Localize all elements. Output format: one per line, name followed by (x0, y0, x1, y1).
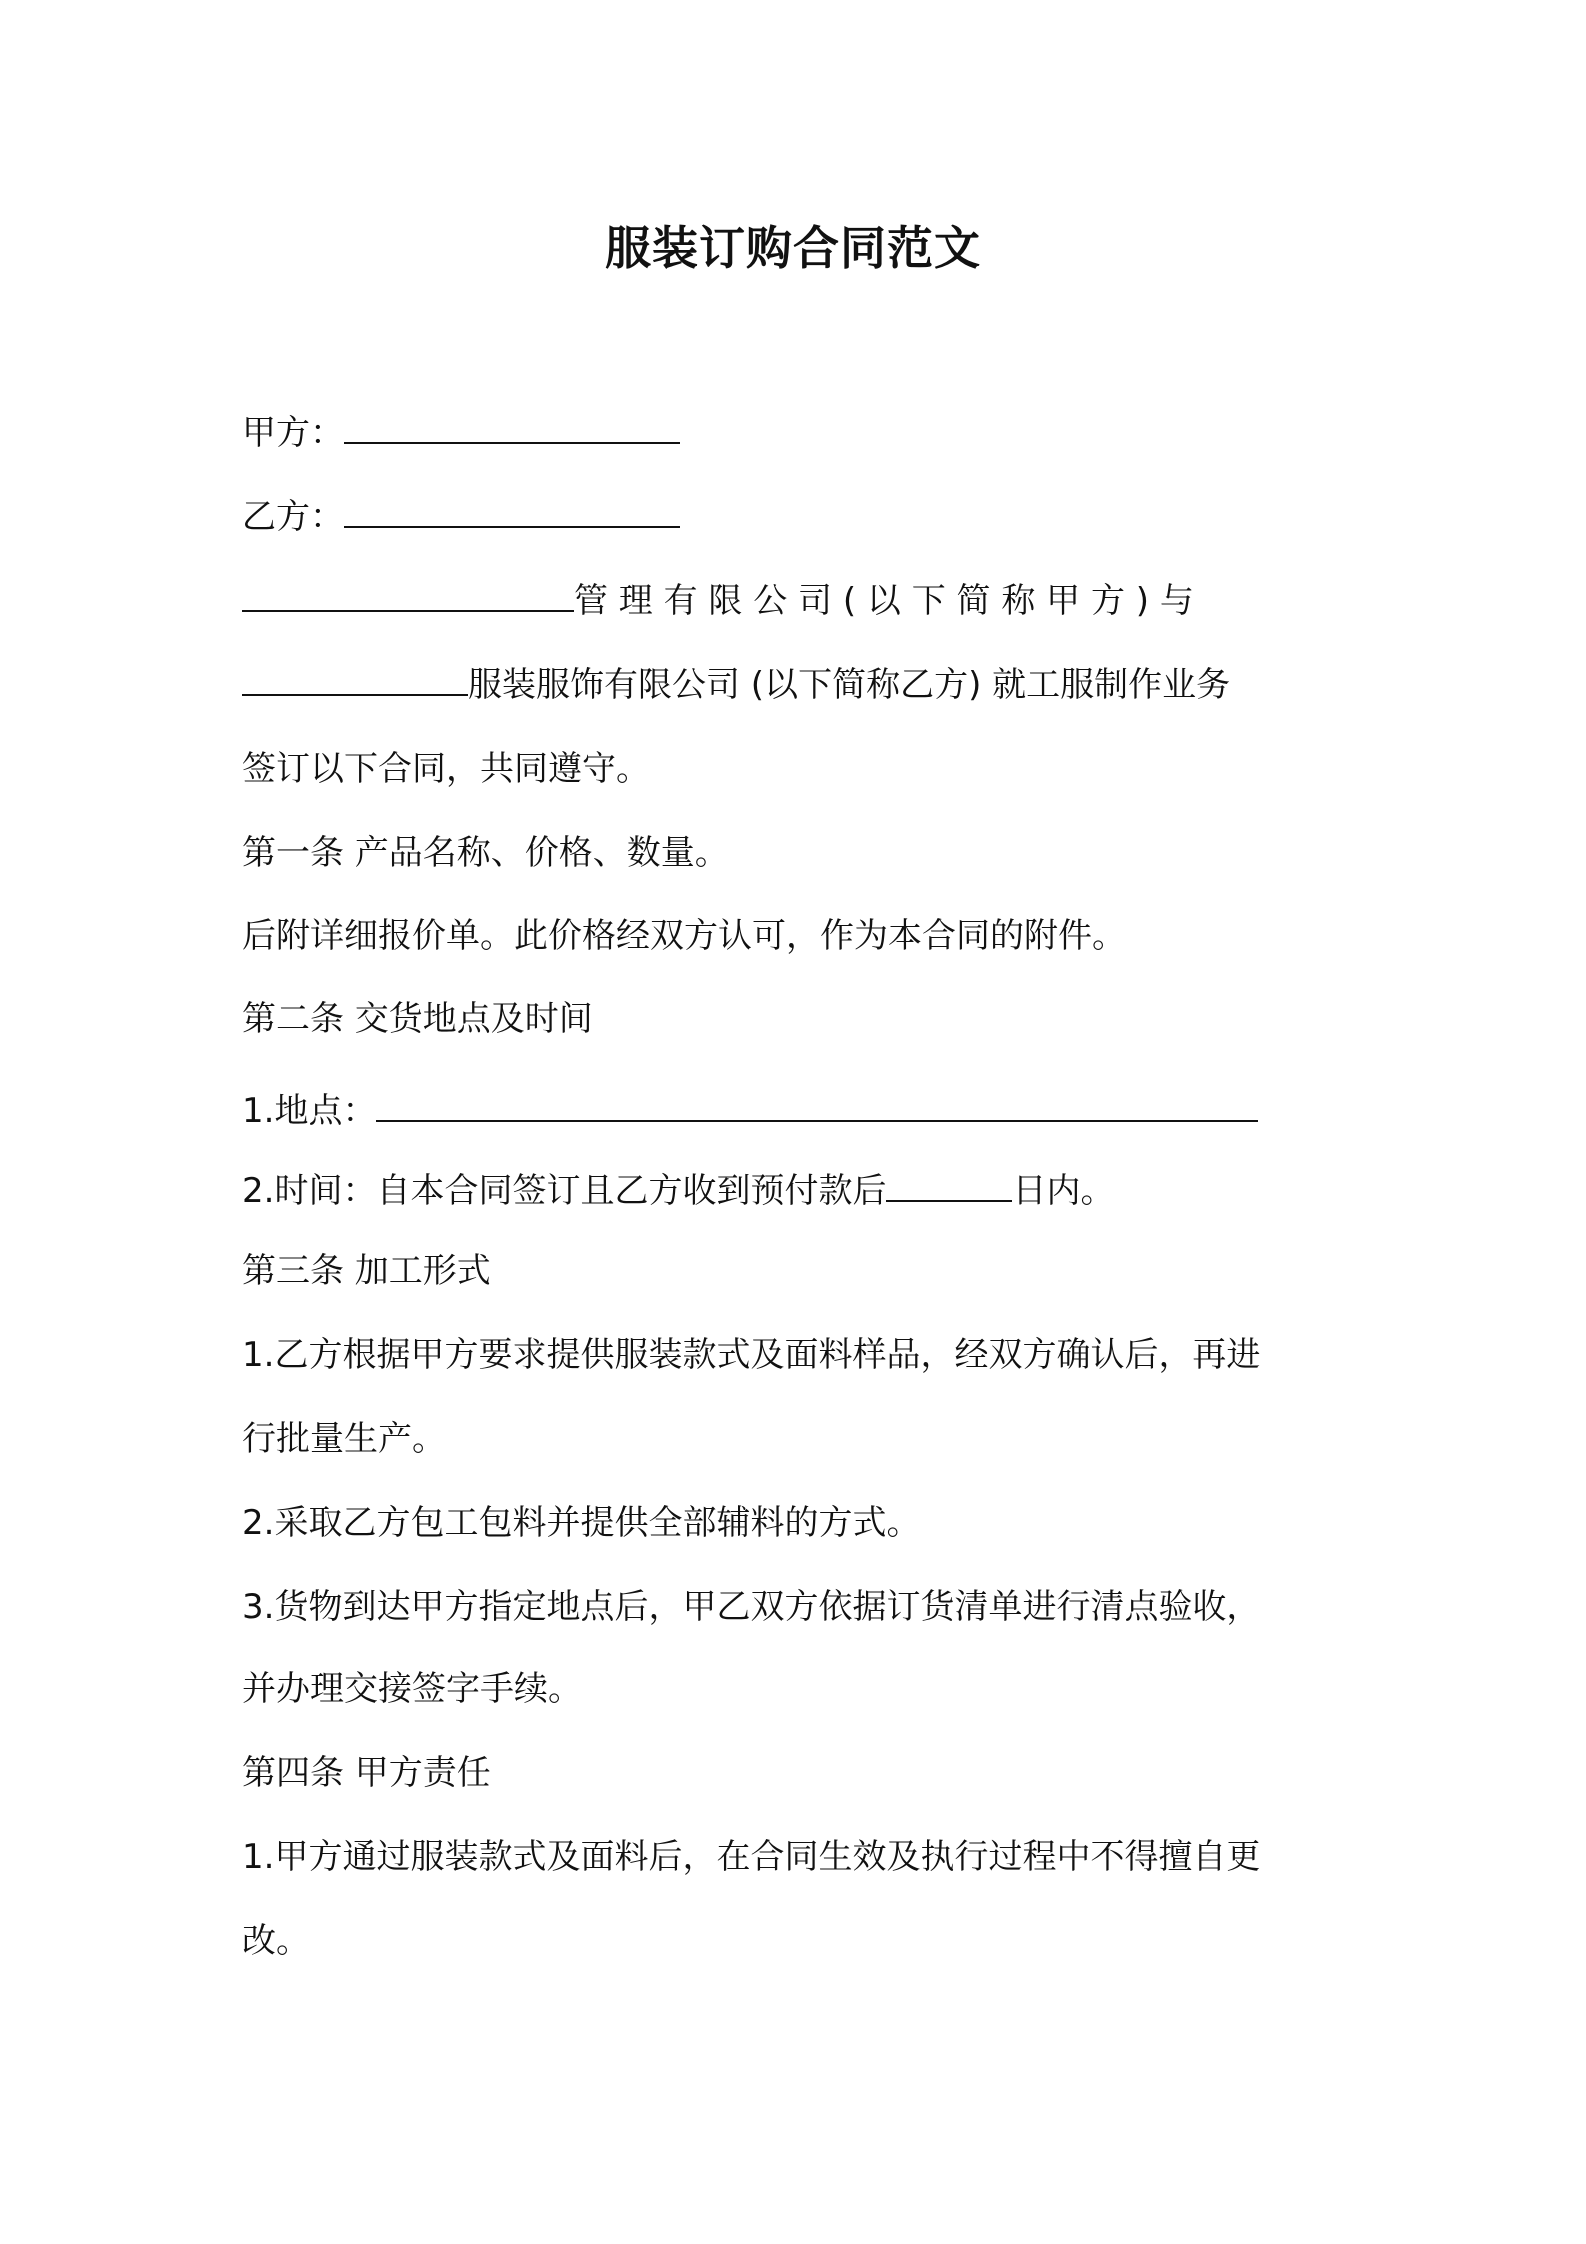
intro-line-1-text: 管 理 有 限 公 司 ( 以 下 简 称 甲 方 ) 与 (574, 581, 1194, 621)
document-title: 服装订购合同范文 (605, 221, 981, 275)
location-blank (376, 1090, 1258, 1122)
article-4-item-1-line-1: 1.甲方通过服装款式及面料后，在合同生效及执行过程中不得擅自更 (242, 1837, 1261, 1877)
party-b-label: 乙方： (242, 497, 344, 537)
article-3-heading: 第三条 加工形式 (242, 1251, 491, 1291)
article-2-item-2 (242, 1170, 1114, 1212)
party-b-blank (344, 496, 680, 528)
article-3-item-1-line-2: 行批量生产。 (242, 1419, 446, 1459)
party-a-label: 甲方： (242, 413, 344, 453)
article-1-text: 后附详细报价单。此价格经双方认可，作为本合同的附件。 (242, 916, 1126, 956)
article-1-heading: 第一条 产品名称、价格、数量。 (242, 833, 729, 873)
days-blank (886, 1170, 1012, 1202)
article-3-item-1-line-1: 1.乙方根据甲方要求提供服装款式及面料样品，经双方确认后，再进 (242, 1335, 1261, 1375)
article-4-heading: 第四条 甲方责任 (242, 1753, 491, 1793)
company-a-blank (242, 580, 574, 612)
article-3-item-3-line-2: 并办理交接签字手续。 (242, 1669, 582, 1709)
article-3-item-2: 2.采取乙方包工包料并提供全部辅料的方式。 (242, 1503, 921, 1543)
article-2-heading: 第二条 交货地点及时间 (242, 999, 593, 1039)
intro-line-3: 签订以下合同，共同遵守。 (242, 749, 650, 789)
intro-line-2 (242, 664, 1230, 706)
company-b-blank (242, 664, 468, 696)
article-2-item-1 (242, 1090, 1258, 1132)
party-b-line (242, 496, 680, 538)
time-suffix: 日内。 (1012, 1171, 1115, 1211)
location-label: 1.地点： (242, 1091, 377, 1131)
article-4-item-1-line-2: 改。 (242, 1921, 310, 1961)
intro-line-1 (242, 580, 1194, 622)
party-a-line (242, 412, 680, 454)
intro-line-2-text: 服装服饰有限公司 (以下简称乙方) 就工服制作业务 (468, 665, 1231, 705)
party-a-blank (344, 412, 680, 444)
article-3-item-3-line-1: 3.货物到达甲方指定地点后，甲乙双方依据订货清单进行清点验收， (242, 1587, 1261, 1627)
time-prefix: 2.时间：自本合同签订且乙方收到预付款后 (242, 1171, 887, 1211)
